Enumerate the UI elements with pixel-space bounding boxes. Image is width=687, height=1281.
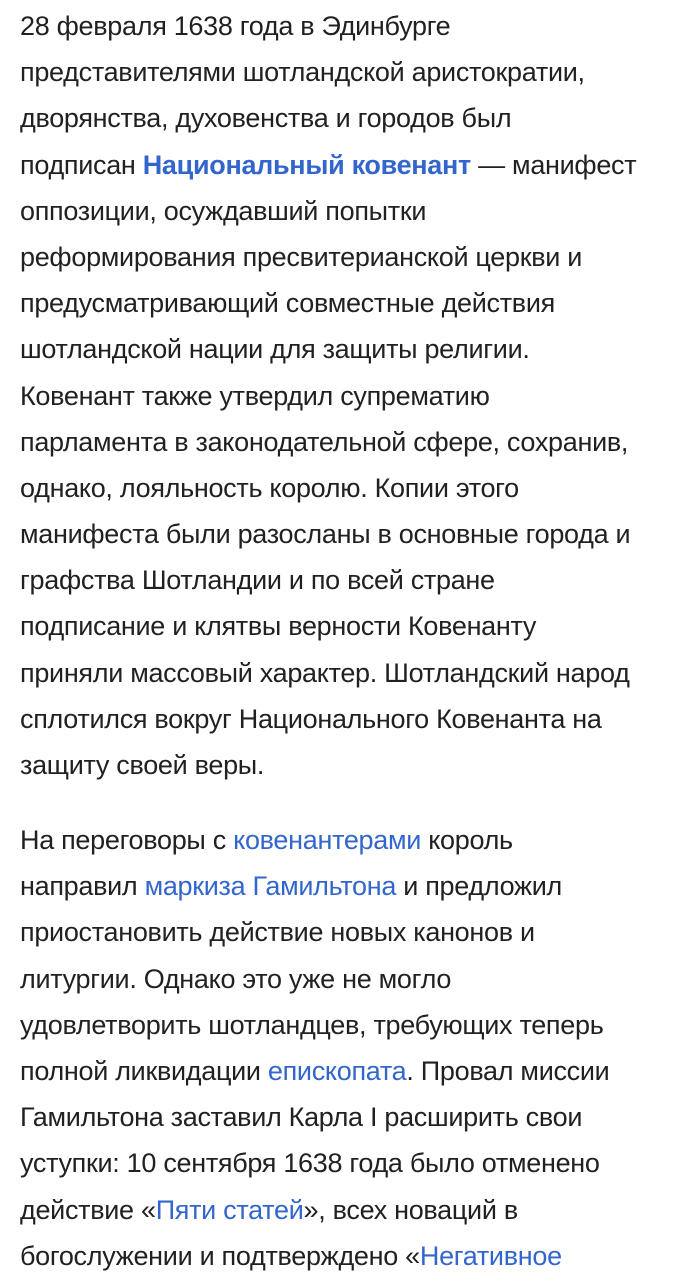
text-line: манифеста были разосланы в основные города и xyxy=(20,519,631,550)
text-fragment: », всех новаций в xyxy=(303,1194,518,1225)
text-line: дворянства, духовенства и городов был xyxy=(20,103,512,134)
text-line: однако, лояльность королю. Копии этого xyxy=(20,472,519,503)
text-fragment: полной ликвидации xyxy=(20,1055,268,1086)
text-line: представителями шотландской аристократии, xyxy=(20,57,585,88)
link-five-articles[interactable]: Пяти статей xyxy=(155,1194,304,1225)
text-line: оппозиции, осуждавший попытки xyxy=(20,195,427,226)
text-line xyxy=(20,1187,609,1233)
text-line: приостановить действие новых канонов и xyxy=(20,917,535,948)
link-covenanters[interactable]: ковенантерами xyxy=(233,825,422,855)
text-line: удовлетворить шотландцев, требующих теперь xyxy=(20,1009,604,1040)
text-line: литургии. Однако это уже не могло xyxy=(20,963,452,994)
text-line xyxy=(20,1233,609,1279)
text-fragment: На переговоры с xyxy=(20,825,234,855)
paragraph-negotiations xyxy=(20,817,609,1279)
text-line: предусматривающий совместные действия xyxy=(20,288,555,319)
text-fragment: богослужении и подтверждено « xyxy=(20,1240,420,1271)
text-line: подписание и клятвы верности Ковенанту xyxy=(20,611,537,642)
text-line: Гамильтона заставил Карла I расширить свои xyxy=(20,1102,583,1133)
text-fragment: подписан xyxy=(20,149,143,180)
text-line: защиту своей веры. xyxy=(20,750,265,780)
text-line: приняли массовый характер. Шотландский народ xyxy=(20,657,630,688)
link-negative-confession[interactable]: Негативное xyxy=(419,1240,562,1271)
text-fragment: направил xyxy=(20,871,145,902)
link-marquess-hamilton[interactable]: маркиза Гамильтона xyxy=(144,871,397,902)
text-line xyxy=(20,142,636,188)
text-fragment: король xyxy=(421,825,513,855)
text-line xyxy=(20,1048,609,1094)
text-line: 28 февраля 1638 года в Эдинбурге xyxy=(20,11,451,41)
text-line: Ковенант также утвердил супрематию xyxy=(20,380,490,411)
text-fragment: — манифест xyxy=(470,149,637,180)
text-line: сплотился вокруг Национального Ковенанта на xyxy=(20,703,602,734)
text-line: реформирования пресвитерианской церкви и xyxy=(20,241,583,272)
text-line: графства Шотландии и по всей стране xyxy=(20,565,495,596)
text-fragment: . Провал миссии xyxy=(406,1055,610,1086)
text-line: шотландской нации для защиты религии. xyxy=(20,334,530,365)
text-fragment: действие « xyxy=(20,1194,156,1225)
text-line xyxy=(20,863,609,909)
link-national-covenant[interactable]: Национальный ковенант xyxy=(142,149,471,180)
text-line: уступки: 10 сентября 1638 года было отменено xyxy=(20,1148,600,1179)
paragraph-national-covenant xyxy=(20,3,636,788)
link-episcopate[interactable]: епископата xyxy=(267,1055,407,1086)
text-fragment: и предложил xyxy=(396,871,563,902)
text-line: парламента в законодательной сфере, сохранив, xyxy=(20,426,629,457)
text-line xyxy=(20,817,609,863)
